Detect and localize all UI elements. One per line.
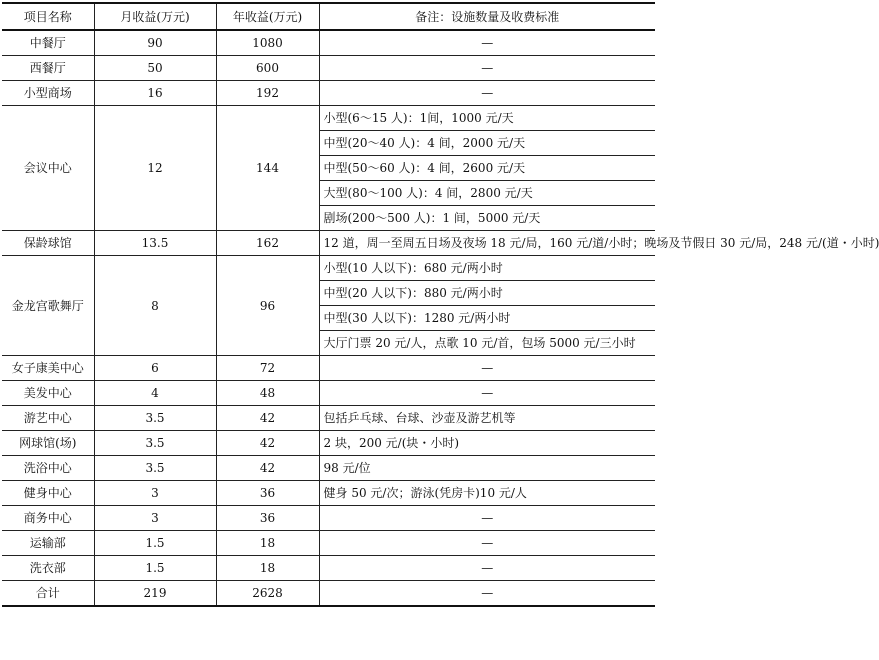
project-name-cell: 洗衣部	[2, 556, 94, 581]
table-row	[2, 431, 655, 456]
table-header	[2, 3, 655, 30]
table-row	[2, 106, 655, 131]
monthly-revenue-cell: 1.5	[94, 556, 216, 581]
annual-revenue-cell: 36	[216, 481, 319, 506]
project-name-cell: 网球馆(场)	[2, 431, 94, 456]
project-name-cell: 保龄球馆	[2, 231, 94, 256]
project-name-cell: 中餐厅	[2, 30, 94, 56]
project-name-cell: 合计	[2, 581, 94, 607]
monthly-revenue-cell: 3	[94, 481, 216, 506]
table-row	[2, 481, 655, 506]
project-name-cell: 商务中心	[2, 506, 94, 531]
project-name-cell: 游艺中心	[2, 406, 94, 431]
project-name-cell: 健身中心	[2, 481, 94, 506]
notes-cell: 98 元/位	[319, 456, 655, 481]
annual-revenue-cell: 42	[216, 456, 319, 481]
monthly-revenue-cell: 4	[94, 381, 216, 406]
monthly-revenue-cell: 16	[94, 81, 216, 106]
monthly-revenue-cell: 3.5	[94, 456, 216, 481]
header-notes: 备注：设施数量及收费标准	[319, 3, 655, 30]
table-row	[2, 406, 655, 431]
notes-cell: —	[319, 581, 655, 607]
notes-cell: 小型(10 人以下)：680 元/两小时	[319, 256, 655, 281]
notes-cell: —	[319, 81, 655, 106]
table-row	[2, 81, 655, 106]
notes-cell: 2 块，200 元/(块・小时)	[319, 431, 655, 456]
table-row	[2, 231, 655, 256]
annual-revenue-cell: 162	[216, 231, 319, 256]
table-row	[2, 381, 655, 406]
monthly-revenue-cell: 8	[94, 256, 216, 356]
notes-cell: 包括乒乓球、台球、沙壶及游艺机等	[319, 406, 655, 431]
notes-cell: 中型(30 人以下)：1280 元/两小时	[319, 306, 655, 331]
table-row	[2, 256, 655, 281]
project-name-cell: 会议中心	[2, 106, 94, 231]
notes-cell: 中型(20 人以下)：880 元/两小时	[319, 281, 655, 306]
notes-cell: —	[319, 556, 655, 581]
revenue-table	[2, 2, 879, 607]
monthly-revenue-cell: 50	[94, 56, 216, 81]
monthly-revenue-cell: 1.5	[94, 531, 216, 556]
table-row	[2, 356, 655, 381]
monthly-revenue-cell: 12	[94, 106, 216, 231]
project-name-cell: 女子康美中心	[2, 356, 94, 381]
table-row	[2, 56, 655, 81]
monthly-revenue-cell: 3.5	[94, 406, 216, 431]
monthly-revenue-cell: 6	[94, 356, 216, 381]
notes-cell: 大厅门票 20 元/人，点歌 10 元/首，包场 5000 元/三小时	[319, 331, 655, 356]
notes-cell: —	[319, 531, 655, 556]
monthly-revenue-cell: 3.5	[94, 431, 216, 456]
monthly-revenue-cell: 3	[94, 506, 216, 531]
annual-revenue-cell: 42	[216, 431, 319, 456]
table-row	[2, 581, 655, 607]
monthly-revenue-cell: 13.5	[94, 231, 216, 256]
notes-cell: —	[319, 356, 655, 381]
annual-revenue-cell: 18	[216, 531, 319, 556]
project-name-cell: 运输部	[2, 531, 94, 556]
monthly-revenue-cell: 219	[94, 581, 216, 607]
project-name-cell: 洗浴中心	[2, 456, 94, 481]
table-body	[2, 30, 879, 606]
project-name-cell: 金龙宫歌舞厅	[2, 256, 94, 356]
table-row	[2, 456, 655, 481]
annual-revenue-cell: 42	[216, 406, 319, 431]
notes-cell: —	[319, 56, 655, 81]
annual-revenue-cell: 48	[216, 381, 319, 406]
table-row	[2, 531, 655, 556]
annual-revenue-cell: 144	[216, 106, 319, 231]
notes-cell: —	[319, 381, 655, 406]
annual-revenue-cell: 18	[216, 556, 319, 581]
notes-cell: 中型(20～40 人)：4 间，2000 元/天	[319, 131, 655, 156]
annual-revenue-cell: 36	[216, 506, 319, 531]
project-name-cell: 小型商场	[2, 81, 94, 106]
monthly-revenue-cell: 90	[94, 30, 216, 56]
notes-cell: —	[319, 30, 655, 56]
table-row	[2, 556, 655, 581]
annual-revenue-cell: 1080	[216, 30, 319, 56]
notes-cell: 小型(6～15 人)：1间，1000 元/天	[319, 106, 655, 131]
header-annual-revenue: 年收益(万元)	[216, 3, 319, 30]
header-project-name: 项目名称	[2, 3, 94, 30]
notes-cell: 12 道，周一至周五日场及夜场 18 元/局，160 元/道/小时；晚场及节假日 30 元/局，248 元/(道・小时)	[319, 231, 655, 256]
notes-cell: 健身 50 元/次；游泳(凭房卡)10 元/人	[319, 481, 655, 506]
table-row	[2, 30, 655, 56]
header-monthly-revenue: 月收益(万元)	[94, 3, 216, 30]
annual-revenue-cell: 192	[216, 81, 319, 106]
table-row	[2, 506, 655, 531]
notes-cell: 剧场(200～500 人)：1 间，5000 元/天	[319, 206, 655, 231]
notes-cell: 中型(50～60 人)：4 间，2600 元/天	[319, 156, 655, 181]
annual-revenue-cell: 2628	[216, 581, 319, 607]
notes-cell: —	[319, 506, 655, 531]
header-row	[2, 3, 655, 30]
annual-revenue-cell: 96	[216, 256, 319, 356]
project-name-cell: 西餐厅	[2, 56, 94, 81]
annual-revenue-cell: 72	[216, 356, 319, 381]
notes-cell: 大型(80～100 人)：4 间，2800 元/天	[319, 181, 655, 206]
project-name-cell: 美发中心	[2, 381, 94, 406]
annual-revenue-cell: 600	[216, 56, 319, 81]
